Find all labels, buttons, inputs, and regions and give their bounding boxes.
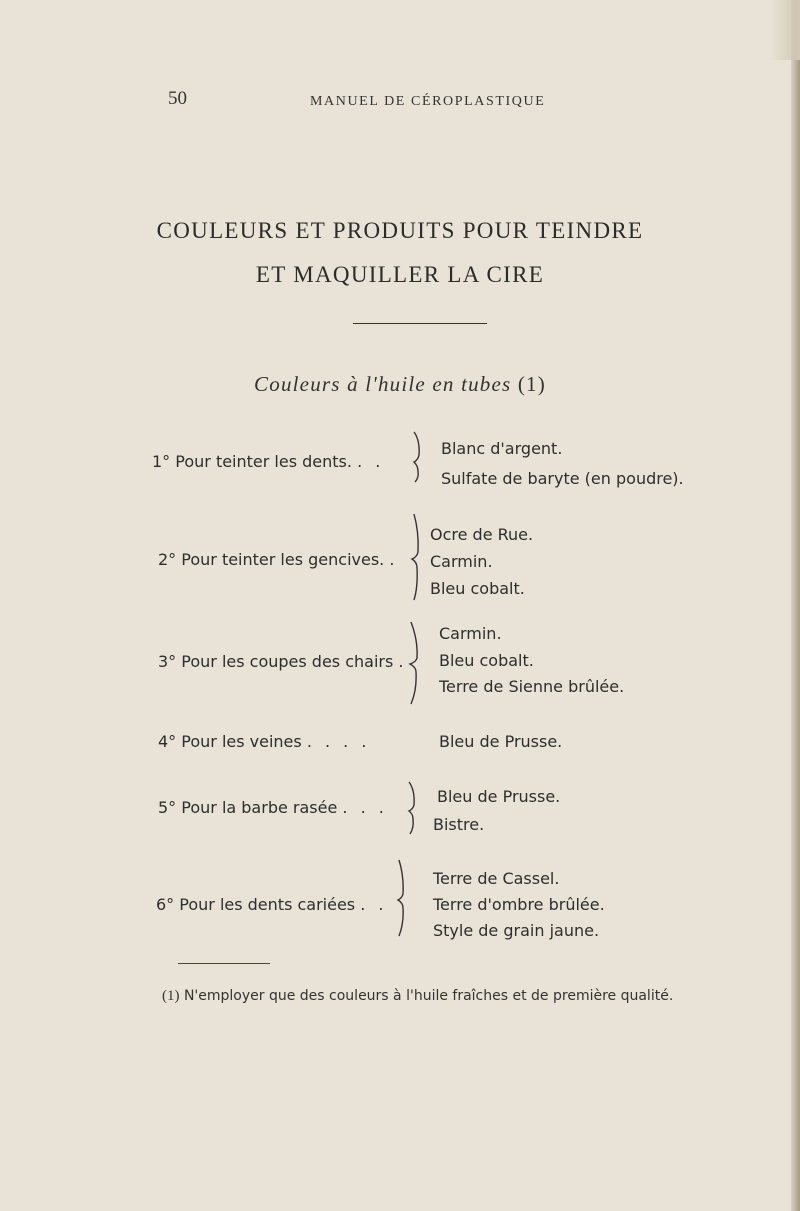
entry-label-text: 2° Pour teinter les gencives. bbox=[158, 550, 385, 569]
entry-label-text: 5° Pour la barbe rasée bbox=[158, 798, 338, 817]
entry-1-value-2: Sulfate de baryte (en poudre). bbox=[441, 469, 684, 488]
leader-dots: . bbox=[398, 652, 408, 671]
footnote-text: N'employer que des couleurs à l'huile fraîches et de première qualité. bbox=[183, 988, 674, 1004]
leader-dots: . . bbox=[357, 452, 385, 471]
leader-dots: . . . . bbox=[306, 732, 371, 751]
leader-dots: . bbox=[389, 550, 399, 569]
leader-dots: . . . bbox=[342, 798, 388, 817]
entry-1-label bbox=[152, 452, 384, 471]
footnote-mark: (1) bbox=[162, 988, 180, 1004]
entry-4-label bbox=[158, 732, 370, 751]
footnote-rule bbox=[178, 963, 270, 964]
running-head: MANUEL DE CÉROPLASTIQUE bbox=[310, 94, 546, 109]
subtitle-note-mark: (1) bbox=[517, 372, 546, 396]
entry-6-value-3: Style de grain jaune. bbox=[433, 921, 600, 940]
footnote bbox=[162, 988, 673, 1005]
entry-4-value-1: Bleu de Prusse. bbox=[439, 732, 563, 751]
entry-1-value-1: Blanc d'argent. bbox=[441, 439, 563, 458]
entry-6-brace bbox=[394, 858, 410, 938]
entry-6-value-1: Terre de Cassel. bbox=[433, 869, 560, 888]
title-line-2: ET MAQUILLER LA CIRE bbox=[255, 262, 545, 287]
entry-5-value-2: Bistre. bbox=[433, 815, 485, 834]
entry-6-label bbox=[156, 895, 388, 914]
entry-3-value-3: Terre de Sienne brûlée. bbox=[439, 677, 625, 696]
page-corner-shadow bbox=[770, 0, 800, 60]
section-subtitle bbox=[0, 372, 800, 397]
entry-label-text: 1° Pour teinter les dents. bbox=[152, 452, 352, 471]
entry-2-label bbox=[158, 550, 398, 569]
entry-3-value-1: Carmin. bbox=[439, 624, 502, 643]
leader-dots: . . bbox=[360, 895, 388, 914]
entry-6-value-2: Terre d'ombre brûlée. bbox=[433, 895, 605, 914]
entry-label-text: 3° Pour les coupes des chairs bbox=[158, 652, 394, 671]
entry-3-brace bbox=[406, 620, 424, 706]
entry-2-value-1: Ocre de Rue. bbox=[430, 525, 534, 544]
entry-5-label bbox=[158, 798, 388, 817]
entry-2-value-3: Bleu cobalt. bbox=[430, 579, 525, 598]
entry-3-label bbox=[158, 652, 408, 671]
entry-2-value-2: Carmin. bbox=[430, 552, 493, 571]
subtitle-text: Couleurs à l'huile en tubes bbox=[254, 372, 512, 396]
entry-3-value-2: Bleu cobalt. bbox=[439, 651, 534, 670]
title-line-1: COULEURS ET PRODUITS POUR TEINDRE bbox=[156, 218, 644, 243]
entry-label-text: 4° Pour les veines bbox=[158, 732, 302, 751]
entry-5-brace bbox=[405, 780, 419, 836]
page-number: 50 bbox=[168, 88, 187, 109]
title-rule bbox=[353, 323, 487, 324]
entry-label-text: 6° Pour les dents cariées bbox=[156, 895, 356, 914]
entry-2-brace bbox=[408, 512, 424, 602]
entry-1-brace bbox=[410, 430, 424, 484]
entry-5-value-1: Bleu de Prusse. bbox=[437, 787, 561, 806]
page-edge bbox=[791, 0, 800, 1211]
